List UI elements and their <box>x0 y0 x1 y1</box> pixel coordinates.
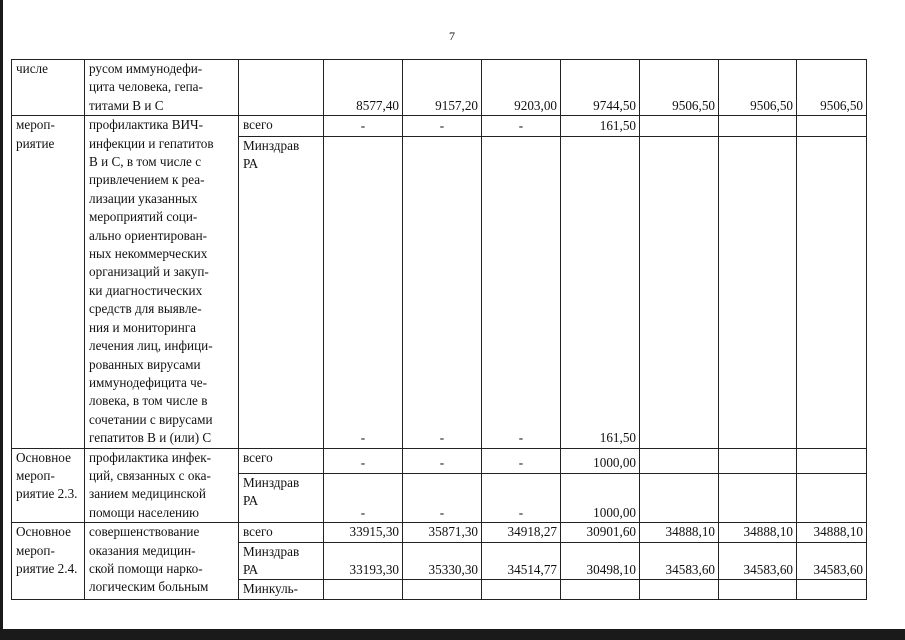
value-cell: - <box>482 136 561 448</box>
value-cell: - <box>482 473 561 522</box>
value-cell: 9203,00 <box>482 60 561 116</box>
value-cell: - <box>324 116 403 137</box>
scan-left-border <box>0 0 3 640</box>
value-cell: 9506,50 <box>797 60 867 116</box>
value-cell <box>640 136 719 448</box>
value-cell: - <box>403 136 482 448</box>
value-cell <box>482 580 561 599</box>
value-cell: - <box>403 116 482 137</box>
row-description: профилактика инфек- ций, связанных с ока- занием медицинской помощи населению <box>85 448 239 523</box>
value-cell: 34514,77 <box>482 542 561 580</box>
value-cell: 35871,30 <box>403 523 482 542</box>
value-cell: 9506,50 <box>640 60 719 116</box>
table-row-hiv-total <box>12 116 867 137</box>
value-cell: 9506,50 <box>719 60 797 116</box>
page-number: 7 <box>449 29 455 43</box>
value-cell: - <box>324 136 403 448</box>
row-label: числе <box>12 60 85 116</box>
value-cell <box>797 116 867 137</box>
value-cell: 1000,00 <box>561 473 640 522</box>
value-cell <box>719 448 797 473</box>
value-cell: 34888,10 <box>719 523 797 542</box>
value-cell: - <box>324 473 403 522</box>
value-cell: 30498,10 <box>561 542 640 580</box>
value-cell: 161,50 <box>561 136 640 448</box>
value-cell: 33915,30 <box>324 523 403 542</box>
value-cell: - <box>324 448 403 473</box>
value-cell: 161,50 <box>561 116 640 137</box>
source-cell <box>239 60 324 116</box>
scan-bottom-border <box>0 629 905 640</box>
value-cell <box>640 116 719 137</box>
table-row-continued <box>12 60 867 116</box>
value-cell <box>561 580 640 599</box>
value-cell <box>324 580 403 599</box>
table-row-2-4-total <box>12 523 867 542</box>
value-cell: 34583,60 <box>797 542 867 580</box>
value-cell: 8577,40 <box>324 60 403 116</box>
row-label: Основное мероп- риятие 2.4. <box>12 523 85 600</box>
value-cell: - <box>403 473 482 522</box>
value-cell <box>719 136 797 448</box>
row-description: профилактика ВИЧ- инфекции и гепатитов В и С, в том числе с привлечением к реа- лизации указанных мероприятий соци- ально ориентирован- ных некоммерческих организаций и закуп- ки диагностических средств для выявле- ния и мониторинга лечения лиц, инфици- рованных вирусами иммунодефицита че- ловека, в том числе в сочетании с вирусами гепатитов В и (или) С <box>85 116 239 448</box>
value-cell: - <box>403 448 482 473</box>
row-description: русом иммунодефи- цита человека, гепа- титами В и С <box>85 60 239 116</box>
source-ministry-label: Минздрав РА <box>239 473 324 522</box>
value-cell <box>797 580 867 599</box>
value-cell <box>719 116 797 137</box>
source-culture-label: Минкуль- <box>239 580 324 599</box>
row-label: мероп- риятие <box>12 116 85 448</box>
source-ministry-label: Минздрав РА <box>239 136 324 448</box>
row-label: Основное мероп- риятие 2.3. <box>12 448 85 523</box>
value-cell <box>797 136 867 448</box>
value-cell: 34918,27 <box>482 523 561 542</box>
value-cell: 34888,10 <box>797 523 867 542</box>
value-cell: 33193,30 <box>324 542 403 580</box>
value-cell: 9744,50 <box>561 60 640 116</box>
value-cell <box>640 473 719 522</box>
value-cell <box>719 473 797 522</box>
value-cell: - <box>482 448 561 473</box>
value-cell: 34583,60 <box>640 542 719 580</box>
value-cell: 1000,00 <box>561 448 640 473</box>
value-cell: 34583,60 <box>719 542 797 580</box>
source-total-label: всего <box>239 116 324 137</box>
value-cell <box>640 448 719 473</box>
value-cell <box>719 580 797 599</box>
value-cell <box>640 580 719 599</box>
value-cell: 30901,60 <box>561 523 640 542</box>
value-cell: 35330,30 <box>403 542 482 580</box>
value-cell: 34888,10 <box>640 523 719 542</box>
value-cell <box>797 448 867 473</box>
source-total-label: всего <box>239 523 324 542</box>
value-cell <box>403 580 482 599</box>
source-ministry-label: Минздрав РА <box>239 542 324 580</box>
source-total-label: всего <box>239 448 324 473</box>
value-cell: - <box>482 116 561 137</box>
table-row-2-3-total <box>12 448 867 473</box>
value-cell: 9157,20 <box>403 60 482 116</box>
value-cell <box>797 473 867 522</box>
program-funding-table <box>11 59 867 600</box>
row-description: совершенствование оказания медицин- ской помощи нарко- логическим больным <box>85 523 239 600</box>
